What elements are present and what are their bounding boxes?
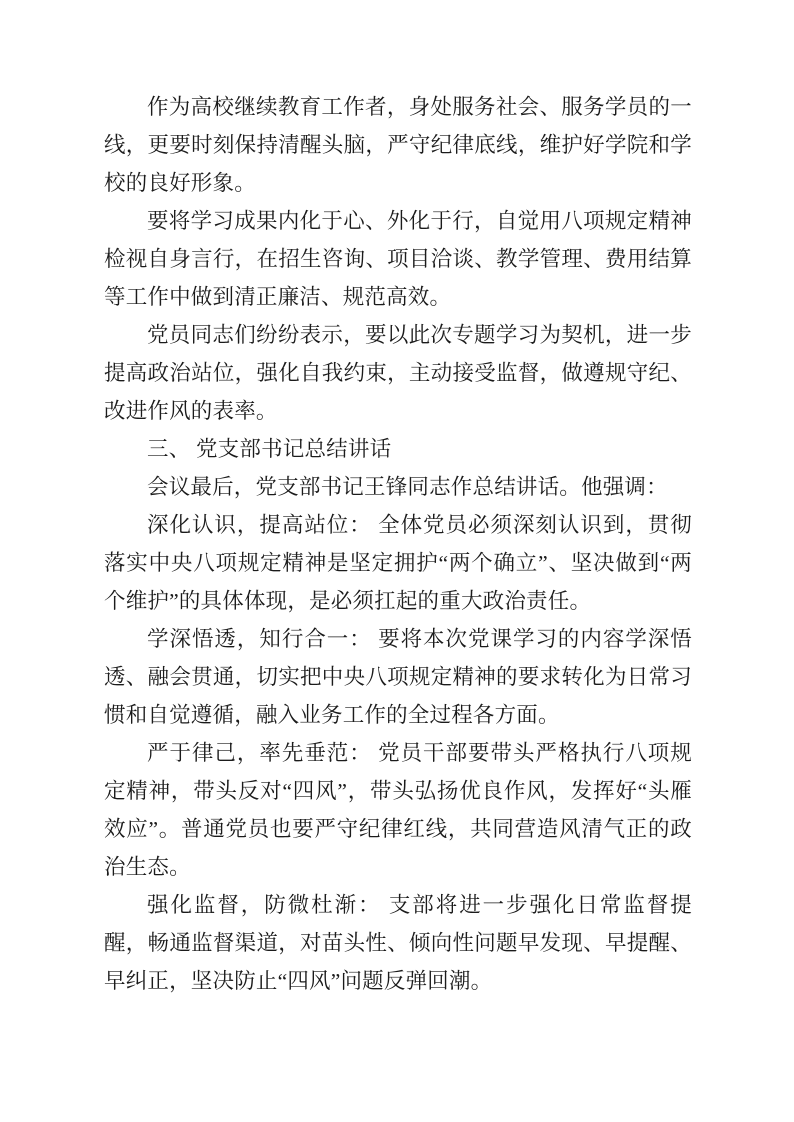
- paragraph: 强化监督，防微杜渐： 支部将进一步强化日常监督提醒，畅通监督渠道，对苗头性、倾向性问题早发现、早提醒、早纠正，坚决防止“四风”问题反弹回潮。: [104, 893, 692, 993]
- section-heading: 三、 党支部书记总结讲话: [147, 437, 392, 461]
- paragraph: 党员同志们纷纷表示，要以此次专题学习为契机，进一步提高政治站位，强化自我约束，主动接受监督，做遵规守纪、改进作风的表率。: [104, 323, 692, 423]
- paragraph: 作为高校继续教育工作者，身处服务社会、服务学员的一线，更要时刻保持清醒头脑，严守纪律底线，维护好学院和学校的良好形象。: [104, 95, 692, 195]
- paragraph: 学深悟透，知行合一： 要将本次党课学习的内容学深悟透、融会贯通，切实把中央八项规定精神的要求转化为日常习惯和自觉遵循，融入业务工作的全过程各方面。: [104, 627, 692, 727]
- document-body: [104, 88, 692, 1000]
- paragraph: 要将学习成果内化于心、外化于行，自觉用八项规定精神检视自身言行，在招生咨询、项目洽谈、教学管理、费用结算等工作中做到清正廉洁、规范高效。: [104, 209, 692, 309]
- paragraph: 会议最后，党支部书记王锋同志作总结讲话。他强调：: [147, 475, 668, 499]
- paragraph: 深化认识，提高站位： 全体党员必须深刻认识到，贯彻落实中央八项规定精神是坚定拥护“两个确立”、坚决做到“两个维护”的具体体现，是必须扛起的重大政治责任。: [104, 513, 692, 613]
- paragraph: 严于律己，率先垂范： 党员干部要带头严格执行八项规定精神，带头反对“四风”，带头弘扬优良作风，发挥好“头雁效应”。普通党员也要严守纪律红线，共同营造风清气正的政治生态。: [104, 741, 692, 879]
